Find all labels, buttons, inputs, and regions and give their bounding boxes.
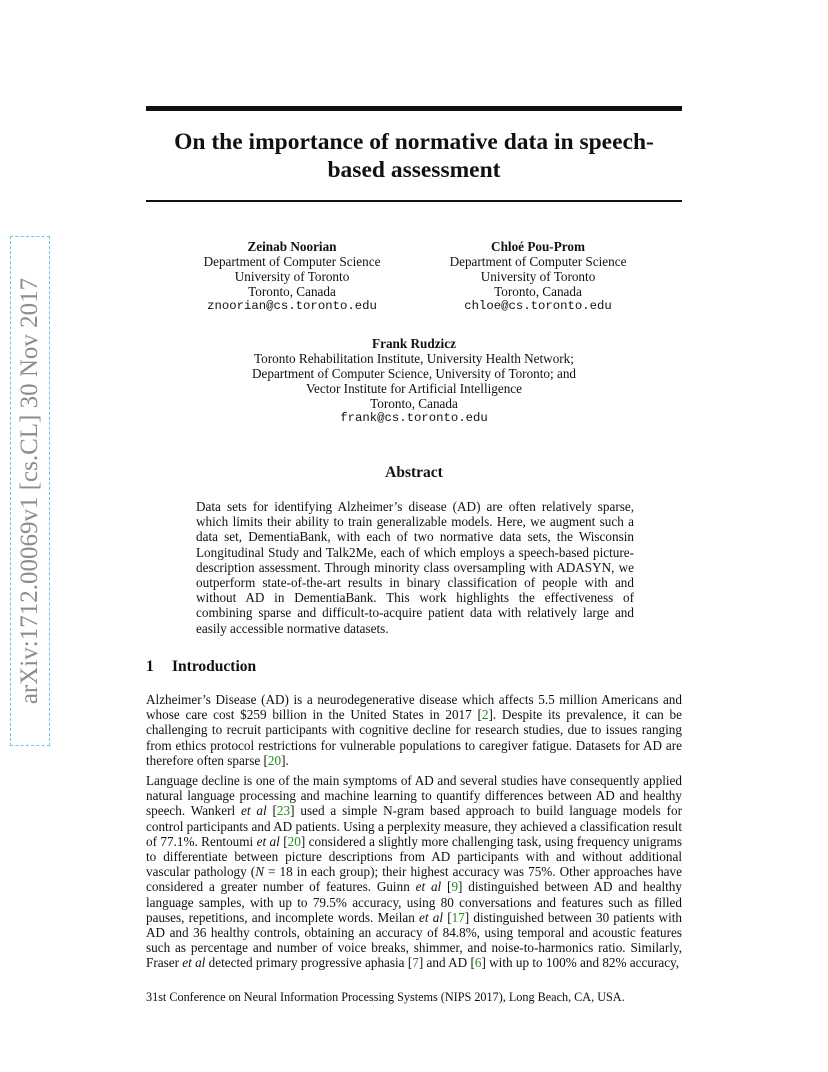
text-run: [ [266,803,277,819]
author-affiliation-line: Toronto Rehabilitation Institute, University Health Network; [254,351,574,366]
section-heading [146,658,256,676]
text-run: ] with up to 100% and 82% accuracy, [481,955,680,971]
text-run: [ [443,909,452,925]
text-run: ] considered a slightly more challenging task, using frequency unigrams to differentiate between picture descriptions from AD participants with and without additional vascular pathology ( [146,833,682,880]
author-location: Toronto, Canada [370,396,458,411]
author-email: frank@cs.toronto.edu [340,411,488,425]
paper-title: On the importance of normative data in speech-based assessment [174,129,654,183]
text-run: [ [279,833,288,849]
math-variable: N [255,864,264,880]
arxiv-sidebar [10,236,50,746]
author-name: Zeinab Noorian [247,239,337,254]
citation-link[interactable]: 23 [276,803,291,819]
author-institution: University of Toronto [234,269,350,284]
citation-link[interactable]: 20 [267,752,282,768]
text-run: ] used a simple N-gram based approach to build language models for control participants and AD patients. Using a perplexity measure, they achieved a classification result of 77.1%. Rentoumi [146,803,682,849]
citation-link[interactable]: 7 [412,955,419,971]
citation-link[interactable]: 9 [451,879,459,895]
citation-link[interactable]: 2 [481,707,489,723]
text-run: ]. Despite its prevalence, it can be challenging to recruit participants with cognitive decline for research studies, due to issues ranging from ethics protocol restrictions for vulnerable populations to caregiver fatigue. Datasets for AD are therefore often sparse [ [146,707,682,768]
et-al: et al [241,803,267,819]
section-title: Introduction [172,658,257,675]
et-al: et al [419,909,444,925]
text-run: [ [441,879,452,895]
text-run: = 18 in each group); their highest accuracy was 75%. Other approaches have considered a greater number of features. Guinn [146,864,682,895]
author-institution: University of Toronto [480,269,596,284]
author-email: znoorian@cs.toronto.edu [207,299,377,313]
title-top-rule [146,106,682,111]
author-block-2 [436,239,640,314]
author-location: Toronto, Canada [494,284,582,299]
abstract-heading: Abstract [385,464,443,481]
author-name: Chloé Pou-Prom [491,239,585,254]
citation-link[interactable]: 17 [451,909,465,925]
text-run: ] distinguished between AD and healthy language samples, with up to 79.5% accuracy, using 80 conversations and features such as filled pauses, repetitions, and incomplete words. Meilan [146,879,682,925]
author-block-1 [190,239,394,314]
et-al: et al [415,879,442,895]
text-run: detected primary progressive aphasia [ [205,955,413,971]
et-al: et al [256,833,280,849]
abstract-text: Data sets for identifying Alzheimer’s disease (AD) are often relatively sparse, which limits their ability to train generalizable models. Here, we augment such a data set, DementiaBank, with each of two normative data sets, the Wisconsin Longitudinal Study and Talk2Me, each of which employs a speech-based picture-description assessment. Through minority class oversampling with ADASYN, we outperform state-of-the-art results in binary classification of people with and without AD in DementiaBank. This work highlights the effectiveness of combining sparse and difficult-to-acquire patient data with relatively large and easily accessible normative datasets. [196,499,634,636]
text-run: ] and AD [ [418,955,475,971]
intro-paragraph-2 [146,773,682,971]
text-run: Alzheimer’s Disease (AD) is a neurodegenerative disease which affects 5.5 million Americans and whose care cost $259 billion in the United States in 2017 [ [146,692,682,723]
title-bottom-rule [146,200,682,202]
author-block-3 [216,336,612,426]
text-run: Language decline is one of the main symptoms of AD and several studies have consequently applied natural language processing and machine learning to quantify differences between AD and healthy speech. Wankerl [146,773,682,819]
author-department: Department of Computer Science [449,254,627,269]
author-department: Department of Computer Science [203,254,381,269]
author-name: Frank Rudzicz [372,336,456,351]
author-affiliation-line: Department of Computer Science, University of Toronto; and [251,366,577,381]
citation-link[interactable]: 6 [474,955,482,971]
section-number: 1 [146,658,154,675]
author-location: Toronto, Canada [248,284,336,299]
intro-paragraph-1 [146,692,682,768]
conference-footnote: 31st Conference on Neural Information Processing Systems (NIPS 2017), Long Beach, CA, USA. [146,990,625,1004]
author-email: chloe@cs.toronto.edu [464,299,612,313]
author-affiliation-line: Vector Institute for Artificial Intelligence [305,381,523,396]
et-al: et al [182,955,206,971]
citation-link[interactable]: 20 [287,833,301,849]
arxiv-id: arXiv:1712.00069v1 [cs.CL] 30 Nov 2017 [16,277,43,705]
text-run: ] distinguished between 30 patients with AD and 36 healthy controls, obtaining an accuracy of 84.8%, using temporal and acoustic features such as percentage and number of voice breaks, shimmer, and noise-to-harmonics ratio. Similarly, Fraser [146,909,683,971]
text-run: ]. [281,752,289,768]
